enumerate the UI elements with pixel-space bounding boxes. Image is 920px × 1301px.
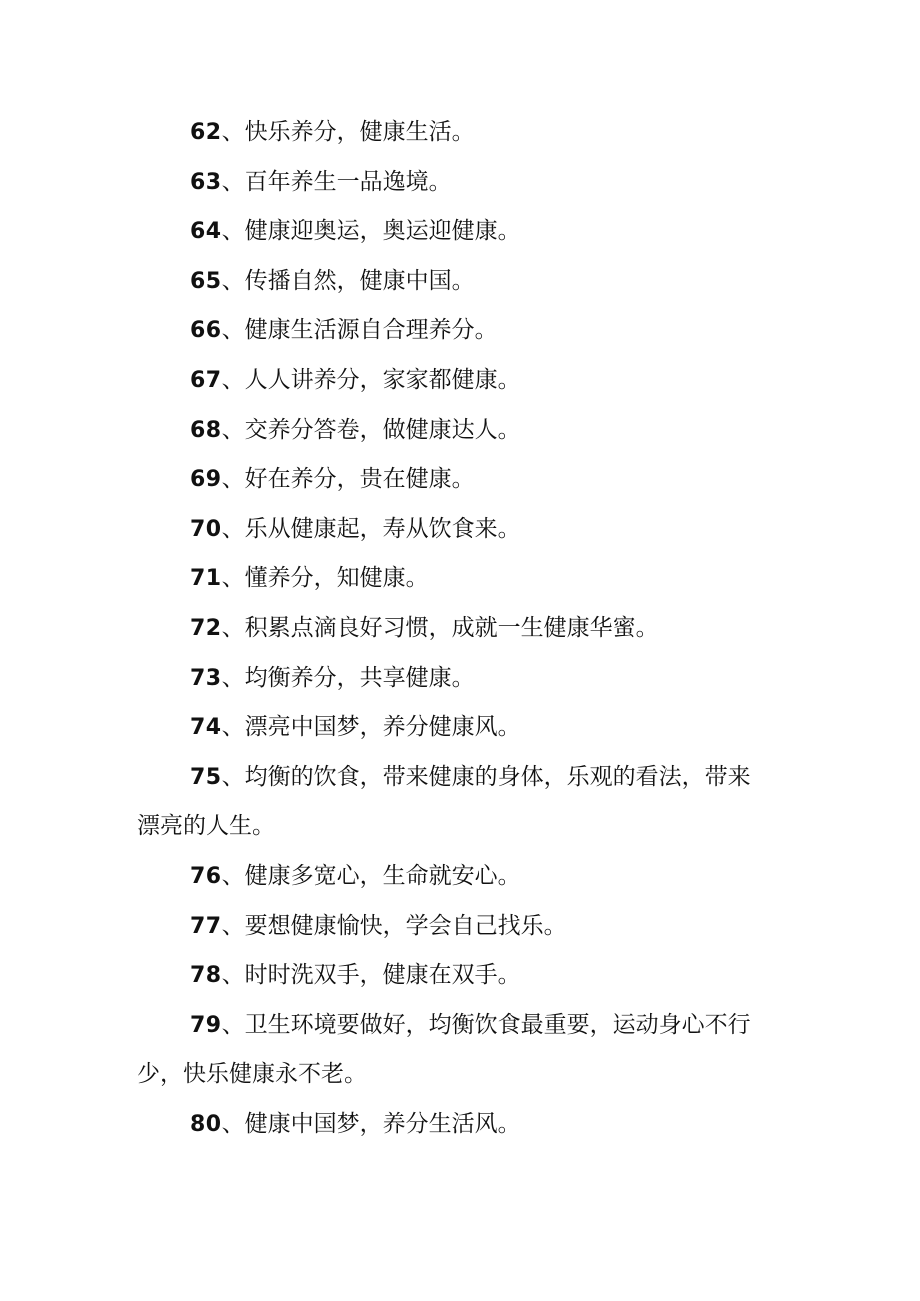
list-item xyxy=(137,356,767,406)
list-item xyxy=(137,257,767,307)
list-item xyxy=(137,505,767,555)
item-separator: 、 xyxy=(221,1011,245,1038)
item-text: 百年养生一品逸境。 xyxy=(244,168,452,195)
item-number: 71 xyxy=(190,566,222,592)
item-number: 79 xyxy=(190,1012,222,1038)
item-number: 75 xyxy=(190,764,222,790)
item-text: 健康中国梦，养分生活风。 xyxy=(244,1110,521,1137)
item-separator: 、 xyxy=(221,218,245,245)
item-separator: 、 xyxy=(221,912,245,939)
item-number: 64 xyxy=(190,219,222,245)
item-text: 乐从健康起，寿从饮食来。 xyxy=(244,515,521,542)
item-number: 74 xyxy=(190,715,222,741)
list-item xyxy=(137,158,767,208)
item-number: 63 xyxy=(190,169,222,195)
item-number: 67 xyxy=(190,367,222,393)
item-number: 68 xyxy=(190,417,222,443)
list-item xyxy=(137,852,767,902)
item-number: 65 xyxy=(190,268,222,294)
list-item xyxy=(137,902,767,952)
list-item xyxy=(137,406,767,456)
item-text: 均衡的饮食，带来健康的身体，乐观的看法，带来漂亮的人生。 xyxy=(137,763,751,840)
item-separator: 、 xyxy=(221,515,245,542)
item-separator: 、 xyxy=(221,664,245,691)
item-number: 77 xyxy=(190,913,222,939)
item-number: 76 xyxy=(190,863,222,889)
item-separator: 、 xyxy=(221,466,245,493)
item-number: 69 xyxy=(190,467,222,493)
item-text: 健康迎奥运，奥运迎健康。 xyxy=(244,218,521,245)
list-item xyxy=(137,1001,767,1100)
item-separator: 、 xyxy=(221,614,245,641)
item-separator: 、 xyxy=(221,714,245,741)
item-separator: 、 xyxy=(221,416,245,443)
item-text: 交养分答卷，做健康达人。 xyxy=(244,416,521,443)
item-text: 卫生环境要做好，均衡饮食最重要，运动身心不行少，快乐健康永不老。 xyxy=(137,1011,751,1088)
item-number: 66 xyxy=(190,318,222,344)
item-separator: 、 xyxy=(221,565,245,592)
list-item xyxy=(137,207,767,257)
item-separator: 、 xyxy=(221,119,245,145)
item-number: 62 xyxy=(190,120,222,145)
list-item xyxy=(137,554,767,604)
item-separator: 、 xyxy=(221,962,245,989)
item-separator: 、 xyxy=(221,317,245,344)
item-number: 80 xyxy=(190,1111,222,1137)
item-text: 健康生活源自合理养分。 xyxy=(244,317,498,344)
item-separator: 、 xyxy=(221,267,245,294)
item-separator: 、 xyxy=(221,168,245,195)
item-number: 78 xyxy=(190,963,222,989)
item-separator: 、 xyxy=(221,763,245,790)
list-item xyxy=(137,455,767,505)
item-text: 积累点滴良好习惯，成就一生健康华蜜。 xyxy=(244,614,659,641)
list-item xyxy=(137,654,767,704)
item-number: 70 xyxy=(190,516,222,542)
item-number: 73 xyxy=(190,665,222,691)
list-item xyxy=(137,703,767,753)
item-text: 漂亮中国梦，养分健康风。 xyxy=(244,714,521,741)
list-item xyxy=(137,306,767,356)
list-item xyxy=(137,1100,767,1150)
item-text: 时时洗双手，健康在双手。 xyxy=(244,962,521,989)
item-text: 传播自然，健康中国。 xyxy=(244,267,475,294)
item-text: 快乐养分，健康生活。 xyxy=(244,119,475,145)
item-text: 健康多宽心，生命就安心。 xyxy=(244,862,521,889)
item-text: 要想健康愉快，学会自己找乐。 xyxy=(244,912,567,939)
item-text: 人人讲养分，家家都健康。 xyxy=(244,366,521,393)
item-text: 懂养分，知健康。 xyxy=(244,565,429,592)
list-item xyxy=(137,604,767,654)
list-item xyxy=(137,753,767,852)
slogan-list xyxy=(137,108,767,1149)
item-separator: 、 xyxy=(221,862,245,889)
list-item xyxy=(137,951,767,1001)
item-text: 好在养分，贵在健康。 xyxy=(244,466,475,493)
list-item xyxy=(137,108,767,158)
item-text: 均衡养分，共享健康。 xyxy=(244,664,475,691)
item-number: 72 xyxy=(190,615,222,641)
item-separator: 、 xyxy=(221,1110,245,1137)
item-separator: 、 xyxy=(221,366,245,393)
